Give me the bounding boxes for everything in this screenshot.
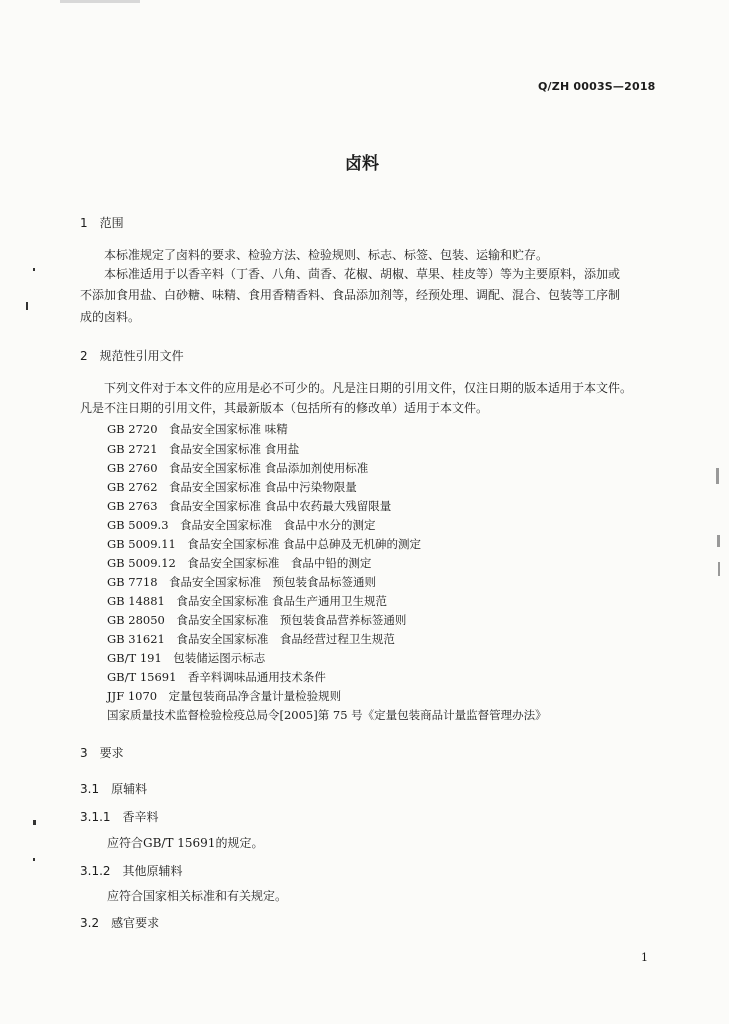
section-3-1-1-heading: 3.1.1 香辛料: [80, 810, 159, 824]
section-3-1-1-text: 应符合GB/T 15691的规定。: [107, 836, 264, 850]
section-3-1-2-text: 应符合国家相关标准和有关规定。: [107, 889, 288, 903]
section-2-heading: 2 规范性引用文件: [80, 349, 184, 363]
section-1-paragraph-2-line-1: 本标准适用于以香辛料（丁香、八角、茴香、花椒、胡椒、草果、桂皮等）等为主要原料，添加或: [104, 267, 621, 281]
section-3-1-2-heading: 3.1.2 其他原辅料: [80, 864, 183, 878]
scan-speck: [718, 562, 720, 576]
scan-speck: [717, 535, 720, 547]
reference-item: GB 2760 食品安全国家标准 食品添加剂使用标准: [107, 461, 369, 475]
section-1-heading: 1 范围: [80, 216, 124, 230]
scan-speck: [26, 302, 28, 310]
section-2-paragraph-line-2: 凡是不注日期的引用文件，其最新版本（包括所有的修改单）适用于本文件。: [80, 401, 489, 415]
section-1-paragraph-1: 本标准规定了卤料的要求、检验方法、检验规则、标志、标签、包装、运输和贮存。: [104, 248, 549, 262]
reference-item: GB 14881 食品安全国家标准 食品生产通用卫生规范: [107, 594, 388, 608]
section-3-1-heading: 3.1 原辅料: [80, 782, 148, 796]
document-title: 卤料: [345, 154, 379, 174]
reference-item: GB 31621 食品安全国家标准 食品经营过程卫生规范: [107, 632, 395, 646]
reference-item: GB 2720 食品安全国家标准 味精: [107, 422, 288, 436]
reference-item: GB/T 15691 香辛料调味品通用技术条件: [107, 670, 326, 684]
section-1-paragraph-2-line-3: 成的卤料。: [80, 310, 141, 324]
reference-item: GB 7718 食品安全国家标准 预包装食品标签通则: [107, 575, 377, 589]
scan-speck: [716, 468, 719, 484]
scan-speck: [33, 820, 36, 825]
reference-item: GB 5009.12 食品安全国家标准 食品中铅的测定: [107, 556, 372, 570]
reference-item: GB 5009.3 食品安全国家标准 食品中水分的测定: [107, 518, 376, 532]
reference-item: GB/T 191 包装储运图示标志: [107, 651, 266, 665]
reference-item: 国家质量技术监督检验检疫总局令[2005]第 75 号《定量包装商品计量监督管理办法》: [107, 708, 547, 722]
scan-speck: [33, 858, 35, 861]
standard-code: Q/ZH 0003S—2018: [538, 80, 656, 93]
section-1-paragraph-2-line-2: 不添加食用盐、白砂糖、味精、食用香精香料、食品添加剂等，经预处理、调配、混合、包装等工序制: [80, 288, 621, 302]
reference-item: GB 2762 食品安全国家标准 食品中污染物限量: [107, 480, 357, 494]
scan-edge-mark: [60, 0, 140, 3]
section-3-2-heading: 3.2 感官要求: [80, 916, 160, 930]
section-2-paragraph-line-1: 下列文件对于本文件的应用是必不可少的。凡是注日期的引用文件，仅注日期的版本适用于本文件。: [104, 381, 633, 395]
reference-item: GB 28050 食品安全国家标准 预包装食品营养标签通则: [107, 613, 407, 627]
scan-speck: [33, 268, 35, 271]
reference-item: GB 5009.11 食品安全国家标准 食品中总砷及无机砷的测定: [107, 537, 422, 551]
section-3-heading: 3 要求: [80, 746, 124, 760]
reference-item: GB 2721 食品安全国家标准 食用盐: [107, 442, 300, 456]
reference-item: JJF 1070 定量包装商品净含量计量检验规则: [107, 689, 342, 703]
reference-item: GB 2763 食品安全国家标准 食品中农药最大残留限量: [107, 499, 392, 513]
page-number: 1: [641, 951, 648, 964]
